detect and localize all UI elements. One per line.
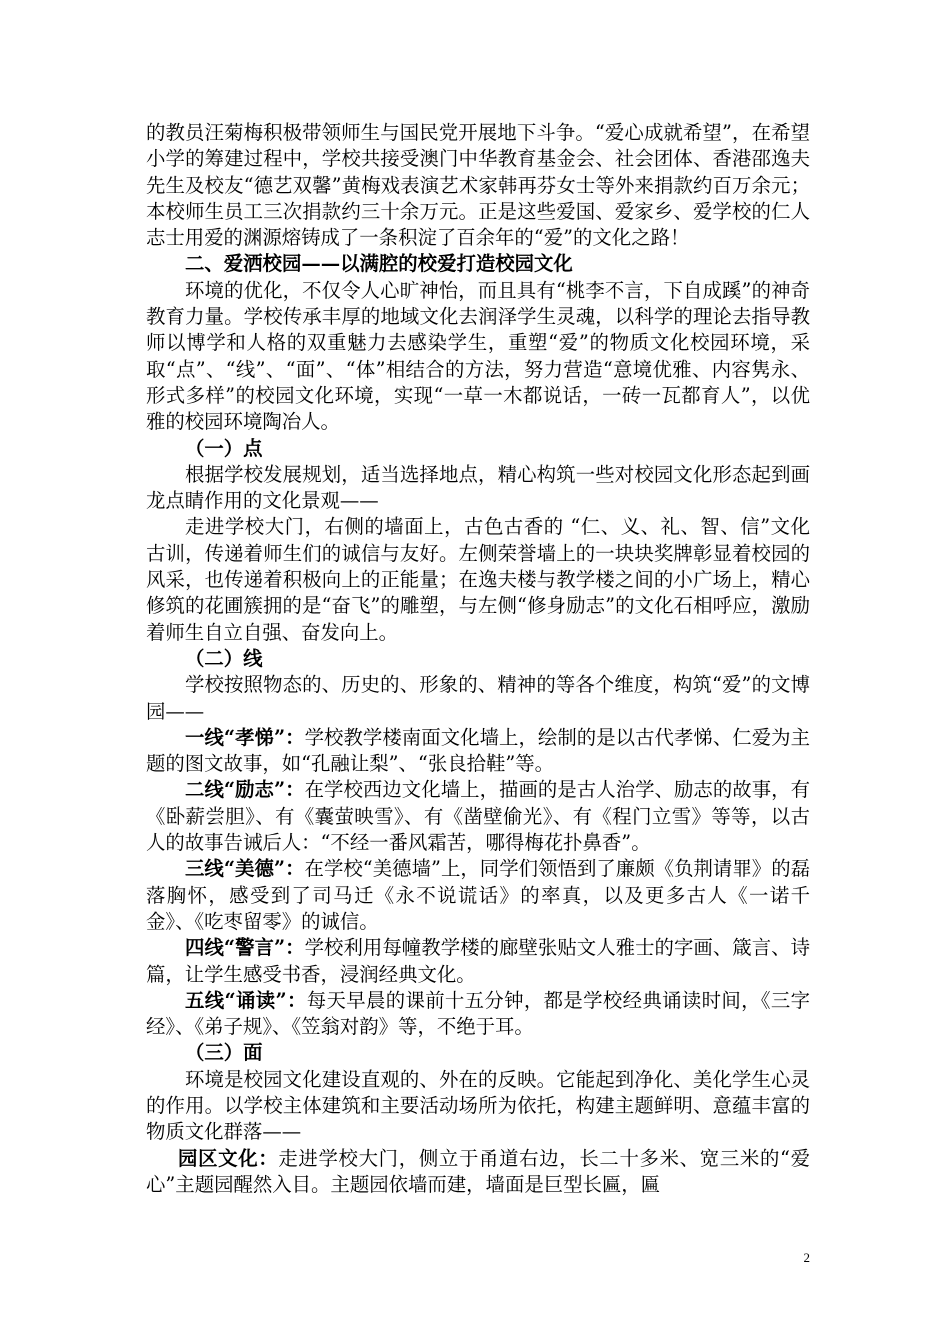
zone-text: 走进学校大门，侧立于甬道右边，长二十多米、宽三米的“爱心”主题园醒然入目。主题园依墙而建，墙面是巨型长匾，匾 xyxy=(146,1146,810,1196)
line-item-label: 四线“警言”： xyxy=(185,936,305,960)
line-item-label: 五线“诵读”： xyxy=(185,988,307,1012)
paragraph-environment: 环境的优化，不仅令人心旷神怡，而且具有“桃李不言，下自成蹊”的神奇教育力量。学校传承丰厚的地域文化去润泽学生灵魂，以科学的理论去指导教师以博学和人格的双重魅力去感染学生，重塑“爱”的物质文化校园环境，采取“点”、“线”、“面”、“体”相结合的方法，努力营造“意境优雅、内容隽永、形式多样”的校园文化环境，实现“一草一木都说话，一砖一瓦都育人”，以优雅的校园环境陶冶人。 xyxy=(146,278,810,434)
line-item-text: 学校利用每幢教学楼的廊壁张贴文人雅士的字画、箴言、诗篇，让学生感受书香，浸润经典文化。 xyxy=(146,936,810,986)
paragraph-school-gate: 走进学校大门，右侧的墙面上，古色古香的 “仁、义、礼、智、信”文化古训，传递着师生们的诚信与友好。左侧荣誉墙上的一块块奖牌彰显着校园的风采，也传递着积极向上的正能量；在逸夫楼与教学楼之间的小广场上，精心修筑的花圃簇拥的是“奋飞”的雕塑，与左侧“修身励志”的文化石相呼应，激励着师生自立自强、奋发向上。 xyxy=(146,515,810,644)
line-item-recitation xyxy=(146,988,810,1041)
paragraph-line-intro: 学校按照物态的、历史的、形象的、精神的等各个维度，构筑“爱”的文博园—— xyxy=(146,673,810,723)
paragraph-point-intro: 根据学校发展规划，适当选择地点，精心构筑一些对校园文化形态起到画龙点睛作用的文化景观—— xyxy=(146,462,810,513)
section-heading-2: 二、爱洒校园——以满腔的校爱打造校园文化 xyxy=(185,252,573,276)
line-item-label: 一线“孝悌”： xyxy=(185,725,305,749)
line-item-text: 学校教学楼南面文化墙上，绘制的是以古代孝悌、仁爱为主题的图文故事，如“孔融让梨”、“张良拾鞋”等。 xyxy=(146,725,810,776)
line-item-text: 每天早晨的课前十五分钟，都是学校经典诵读时间，《三字经》、《弟子规》、《笠翁对韵》等，不绝于耳。 xyxy=(146,988,810,1039)
paragraph-history: 的教员汪菊梅积极带领师生与国民党开展地下斗争。“爱心成就希望”，在希望小学的筹建过程中，学校共接受澳门中华教育基金会、社会团体、香港邵逸夫先生及校友“德艺双馨”黄梅戏表演艺术家韩再芬女士等外来捐款约百万余元；本校师生员工三次捐款约三十余万元。正是这些爱国、爱家乡、爱学校的仁人志士用爱的渊源熔铸成了一条积淀了百余年的“爱”的文化之路！ xyxy=(146,121,810,250)
subheading-line: （二）线 xyxy=(185,646,263,670)
subheading-point: （一）点 xyxy=(185,436,263,460)
line-item-text: 在学校“美德墙”上，同学们领悟到了廉颇《负荆请罪》的磊落胸怀，感受到了司马迁《永不说谎话》的率真，以及更多古人《一诺千金》、《吃枣留零》的诚信。 xyxy=(146,857,811,933)
line-item-filial xyxy=(146,725,810,778)
paragraph-campus-zone xyxy=(146,1146,810,1199)
line-item-aspiration xyxy=(146,777,810,856)
subheading-surface: （三）面 xyxy=(185,1041,263,1065)
line-item-text: 在学校西边文化墙上，描画的是古人治学、励志的故事，有《卧薪尝胆》、有《囊萤映雪》、有《凿壁偷光》、有《程门立雪》等等，以古人的故事告诫后人：“不经一番风霜苦，哪得梅花扑鼻香”。 xyxy=(146,778,810,855)
paragraph-surface-intro: 环境是校园文化建设直观的、外在的反映。它能起到净化、美化学生心灵的作用。以学校主体建筑和主要活动场所为依托，构建主题鲜明、意蕴丰富的物质文化群落—— xyxy=(146,1067,810,1144)
line-item-label: 三线“美德”： xyxy=(185,857,305,881)
line-item-virtue xyxy=(146,856,810,935)
page-number: 2 xyxy=(803,1250,810,1265)
line-item-maxims xyxy=(146,935,810,988)
line-item-label: 二线“励志”： xyxy=(185,778,305,802)
body-text xyxy=(146,120,810,1198)
zone-label: 园区文化： xyxy=(178,1146,279,1170)
